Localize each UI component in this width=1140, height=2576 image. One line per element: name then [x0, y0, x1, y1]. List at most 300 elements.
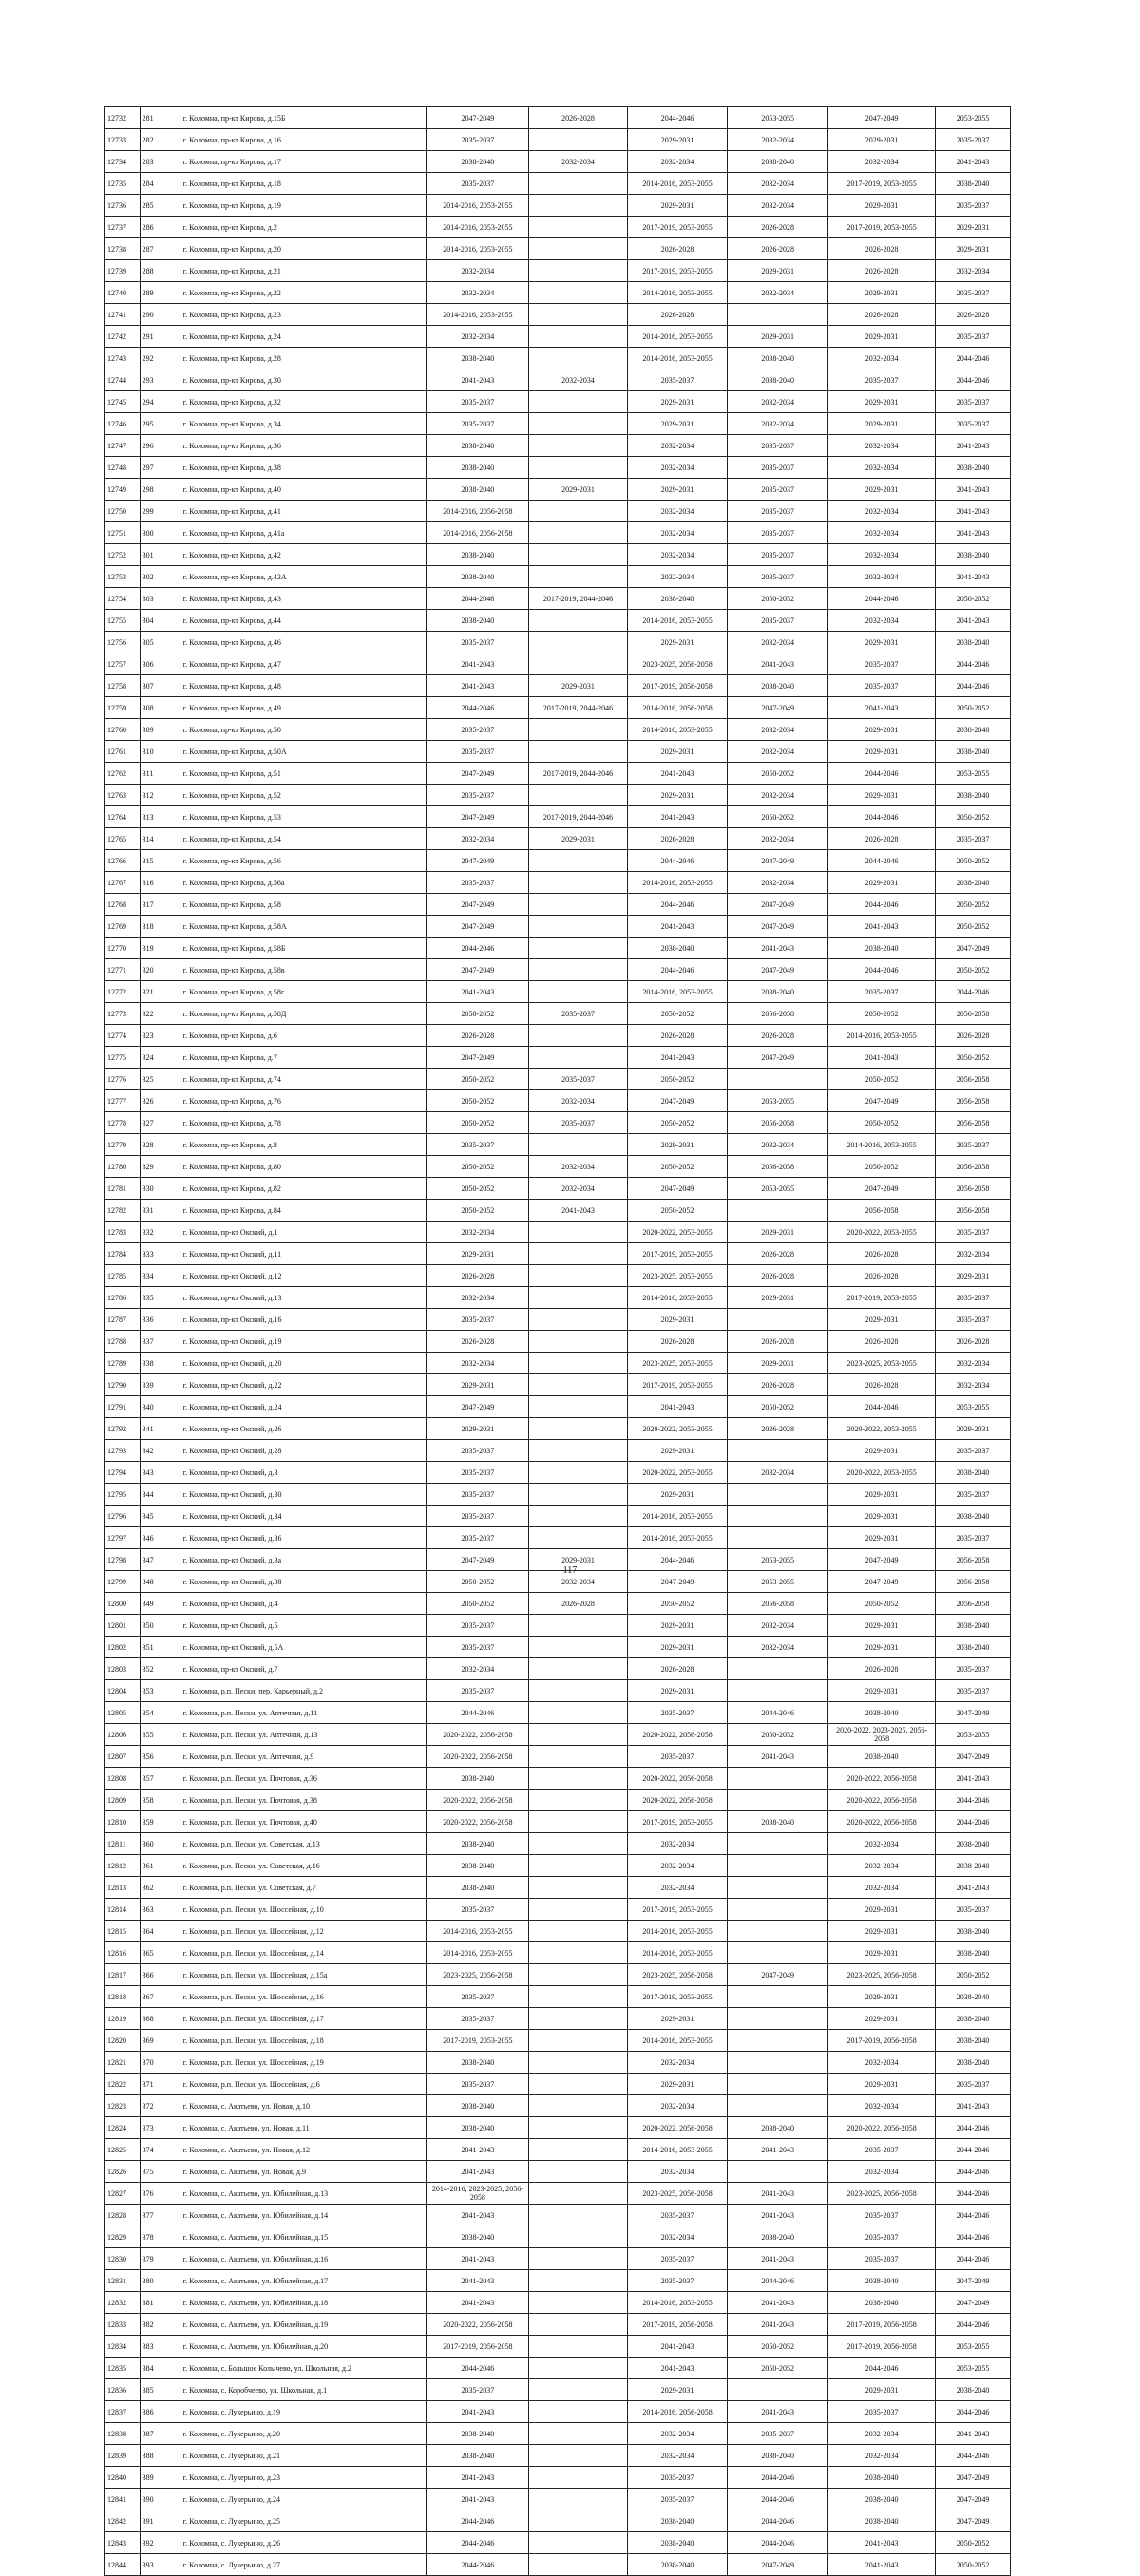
address-cell: г. Коломна, пр-кт Кирова, д.23 — [180, 304, 427, 326]
period-5-cell: 2029-2031 — [828, 326, 936, 348]
table-row — [105, 1353, 1011, 1374]
period-5-cell: 2038-2040 — [828, 2270, 936, 2292]
address-cell: г. Коломна, р.п. Пески, ул. Шоссейная, д.12 — [180, 1921, 427, 1942]
period-3-cell: 2017-2019, 2053-2055 — [627, 1899, 728, 1921]
table-row — [105, 1855, 1011, 1877]
period-3-cell: 2050-2052 — [627, 1593, 728, 1615]
period-6-cell: 2038-2040 — [936, 2379, 1011, 2401]
row-number-cell: 12781 — [105, 1178, 141, 1200]
period-3-cell: 2014-2016, 2056-2058 — [627, 2401, 728, 2423]
period-3-cell: 2038-2040 — [627, 2532, 728, 2554]
address-cell: г. Коломна, пр-кт Окский, д.24 — [180, 1396, 427, 1418]
address-cell: г. Коломна, с. Лукерьино, д.20 — [180, 2423, 427, 2445]
table-row — [105, 2183, 1011, 2205]
table-row — [105, 2423, 1011, 2445]
item-number-cell: 308 — [140, 697, 180, 719]
period-6-cell: 2035-2037 — [936, 1134, 1011, 1156]
period-6-cell: 2035-2037 — [936, 2074, 1011, 2095]
period-2-cell — [529, 872, 627, 894]
address-cell: г. Коломна, пр-кт Кирова, д.52 — [180, 785, 427, 806]
period-2-cell — [529, 501, 627, 522]
period-2-cell — [529, 2183, 627, 2205]
period-3-cell: 2026-2028 — [627, 1025, 728, 1047]
row-number-cell: 12828 — [105, 2205, 141, 2226]
address-cell: г. Коломна, р.п. Пески, ул. Почтовая, д.40 — [180, 1811, 427, 1833]
period-4-cell — [728, 1942, 828, 1964]
period-5-cell: 2032-2034 — [828, 610, 936, 632]
period-5-cell: 2035-2037 — [828, 675, 936, 697]
period-4-cell: 2041-2043 — [728, 2205, 828, 2226]
period-1-cell: 2050-2052 — [427, 1090, 529, 1112]
period-3-cell: 2020-2022, 2056-2058 — [627, 1724, 728, 1746]
period-4-cell: 2038-2040 — [728, 369, 828, 391]
table-row — [105, 785, 1011, 806]
period-4-cell: 2050-2052 — [728, 2336, 828, 2358]
period-6-cell: 2053-2055 — [936, 1396, 1011, 1418]
period-5-cell: 2032-2034 — [828, 2095, 936, 2117]
period-3-cell: 2026-2028 — [627, 304, 728, 326]
period-4-cell — [728, 1855, 828, 1877]
table-row — [105, 894, 1011, 916]
table-row — [105, 1768, 1011, 1790]
period-2-cell — [529, 391, 627, 413]
table-row — [105, 1506, 1011, 1527]
period-5-cell: 2035-2037 — [828, 2205, 936, 2226]
period-4-cell — [728, 2030, 828, 2052]
table-row — [105, 2532, 1011, 2554]
period-5-cell: 2017-2019, 2056-2058 — [828, 2336, 936, 2358]
item-number-cell: 345 — [140, 1506, 180, 1527]
item-number-cell: 340 — [140, 1396, 180, 1418]
row-number-cell: 12769 — [105, 916, 141, 938]
item-number-cell: 390 — [140, 2489, 180, 2510]
period-5-cell: 2041-2043 — [828, 697, 936, 719]
item-number-cell: 326 — [140, 1090, 180, 1112]
period-4-cell: 2050-2052 — [728, 2358, 828, 2379]
period-4-cell: 2041-2043 — [728, 2183, 828, 2205]
address-cell: г. Коломна, пр-кт Окский, д.34 — [180, 1506, 427, 1527]
row-number-cell: 12797 — [105, 1527, 141, 1549]
period-1-cell: 2032-2034 — [427, 260, 529, 282]
period-4-cell: 2035-2037 — [728, 566, 828, 588]
period-4-cell — [728, 1833, 828, 1855]
period-1-cell: 2029-2031 — [427, 1243, 529, 1265]
period-4-cell: 2044-2046 — [728, 2510, 828, 2532]
period-6-cell: 2038-2040 — [936, 2052, 1011, 2074]
period-1-cell: 2035-2037 — [427, 1637, 529, 1658]
period-2-cell — [529, 413, 627, 435]
period-4-cell — [728, 1506, 828, 1527]
table-row — [105, 2205, 1011, 2226]
period-5-cell: 2026-2028 — [828, 1331, 936, 1353]
period-1-cell: 2047-2049 — [427, 959, 529, 981]
period-4-cell — [728, 1200, 828, 1222]
period-1-cell: 2038-2040 — [427, 2423, 529, 2445]
period-1-cell: 2035-2037 — [427, 1506, 529, 1527]
row-number-cell: 12759 — [105, 697, 141, 719]
period-3-cell: 2032-2034 — [627, 2161, 728, 2183]
address-cell: г. Коломна, р.п. Пески, ул. Советская, д.16 — [180, 1855, 427, 1877]
period-5-cell: 2032-2034 — [828, 348, 936, 369]
address-cell: г. Коломна, р.п. Пески, ул. Аптечная, д.11 — [180, 1702, 427, 1724]
period-2-cell: 2032-2034 — [529, 1178, 627, 1200]
row-number-cell: 12826 — [105, 2161, 141, 2183]
table-row — [105, 2161, 1011, 2183]
period-6-cell: 2035-2037 — [936, 1287, 1011, 1309]
period-4-cell: 2053-2055 — [728, 1549, 828, 1571]
period-5-cell: 2020-2022, 2023-2025, 2056-2058 — [828, 1724, 936, 1746]
table-body — [105, 107, 1011, 2576]
period-4-cell — [728, 304, 828, 326]
period-2-cell: 2017-2019, 2044-2046 — [529, 697, 627, 719]
period-6-cell: 2035-2037 — [936, 828, 1011, 850]
period-3-cell: 2017-2019, 2053-2055 — [627, 260, 728, 282]
period-1-cell: 2041-2043 — [427, 2139, 529, 2161]
period-5-cell: 2026-2028 — [828, 260, 936, 282]
table-row — [105, 1964, 1011, 1986]
row-number-cell: 12793 — [105, 1440, 141, 1462]
period-2-cell: 2017-2019, 2044-2046 — [529, 806, 627, 828]
item-number-cell: 292 — [140, 348, 180, 369]
period-2-cell — [529, 2532, 627, 2554]
period-2-cell — [529, 2379, 627, 2401]
period-3-cell: 2035-2037 — [627, 1746, 728, 1768]
period-2-cell — [529, 2052, 627, 2074]
period-6-cell: 2038-2040 — [936, 632, 1011, 653]
address-cell: г. Коломна, пр-кт Окский, д.13 — [180, 1287, 427, 1309]
address-cell: г. Коломна, пр-кт Окский, д.4 — [180, 1593, 427, 1615]
table-row — [105, 2445, 1011, 2467]
period-4-cell: 2035-2037 — [728, 501, 828, 522]
period-5-cell: 2029-2031 — [828, 195, 936, 217]
period-4-cell: 2026-2028 — [728, 1243, 828, 1265]
table-row — [105, 304, 1011, 326]
period-1-cell: 2041-2043 — [427, 653, 529, 675]
period-3-cell: 2023-2025, 2056-2058 — [627, 653, 728, 675]
address-cell: г. Коломна, с. Акатьево, ул. Юбилейная, д.18 — [180, 2292, 427, 2314]
row-number-cell: 12751 — [105, 522, 141, 544]
table-row — [105, 173, 1011, 195]
row-number-cell: 12811 — [105, 1833, 141, 1855]
item-number-cell: 336 — [140, 1309, 180, 1331]
address-cell: г. Коломна, пр-кт Кирова, д.80 — [180, 1156, 427, 1178]
period-3-cell: 2050-2052 — [627, 1200, 728, 1222]
address-cell: г. Коломна, с. Акатьево, ул. Юбилейная, д.17 — [180, 2270, 427, 2292]
address-cell: г. Коломна, пр-кт Окский, д.38 — [180, 1571, 427, 1593]
period-6-cell: 2050-2052 — [936, 806, 1011, 828]
period-1-cell: 2035-2037 — [427, 2074, 529, 2095]
period-3-cell: 2017-2019, 2053-2055 — [627, 1811, 728, 1833]
table-row — [105, 959, 1011, 981]
period-2-cell — [529, 195, 627, 217]
period-4-cell — [728, 1309, 828, 1331]
address-cell: г. Коломна, пр-кт Кирова, д.41 — [180, 501, 427, 522]
table-row — [105, 806, 1011, 828]
period-4-cell: 2050-2052 — [728, 588, 828, 610]
row-number-cell: 12805 — [105, 1702, 141, 1724]
period-2-cell — [529, 2095, 627, 2117]
period-4-cell — [728, 2074, 828, 2095]
period-6-cell: 2056-2058 — [936, 1112, 1011, 1134]
row-number-cell: 12787 — [105, 1309, 141, 1331]
period-3-cell: 2017-2019, 2053-2055 — [627, 1374, 728, 1396]
row-number-cell: 12814 — [105, 1899, 141, 1921]
period-6-cell: 2041-2043 — [936, 501, 1011, 522]
address-cell: г. Коломна, пр-кт Кирова, д.8 — [180, 1134, 427, 1156]
period-4-cell — [728, 1484, 828, 1506]
period-4-cell: 2038-2040 — [728, 1811, 828, 1833]
period-6-cell: 2038-2040 — [936, 872, 1011, 894]
row-number-cell: 12742 — [105, 326, 141, 348]
period-2-cell — [529, 2008, 627, 2030]
period-2-cell — [529, 1942, 627, 1964]
period-1-cell: 2020-2022, 2056-2058 — [427, 1790, 529, 1811]
row-number-cell: 12773 — [105, 1003, 141, 1025]
period-6-cell: 2044-2046 — [936, 2314, 1011, 2336]
period-4-cell: 2029-2031 — [728, 1287, 828, 1309]
period-5-cell: 2029-2031 — [828, 1921, 936, 1942]
period-3-cell: 2023-2025, 2056-2058 — [627, 1964, 728, 1986]
item-number-cell: 342 — [140, 1440, 180, 1462]
period-5-cell: 2041-2043 — [828, 916, 936, 938]
period-6-cell: 2047-2049 — [936, 1702, 1011, 1724]
period-2-cell: 2017-2019, 2044-2046 — [529, 763, 627, 785]
item-number-cell: 339 — [140, 1374, 180, 1396]
period-3-cell: 2050-2052 — [627, 1003, 728, 1025]
row-number-cell: 12733 — [105, 129, 141, 151]
table-row — [105, 1069, 1011, 1090]
address-cell: г. Коломна, пр-кт Окский, д.1 — [180, 1222, 427, 1243]
period-2-cell — [529, 522, 627, 544]
period-5-cell: 2050-2052 — [828, 1112, 936, 1134]
item-number-cell: 306 — [140, 653, 180, 675]
table-row — [105, 1200, 1011, 1222]
period-6-cell: 2053-2055 — [936, 1724, 1011, 1746]
period-4-cell: 2035-2037 — [728, 457, 828, 479]
address-cell: г. Коломна, р.п. Пески, пер. Карьерный, д.2 — [180, 1680, 427, 1702]
row-number-cell: 12824 — [105, 2117, 141, 2139]
address-cell: г. Коломна, с. Акатьево, ул. Юбилейная, д.19 — [180, 2314, 427, 2336]
table-row — [105, 632, 1011, 653]
item-number-cell: 374 — [140, 2139, 180, 2161]
period-5-cell: 2017-2019, 2056-2058 — [828, 2314, 936, 2336]
item-number-cell: 314 — [140, 828, 180, 850]
item-number-cell: 353 — [140, 1680, 180, 1702]
period-4-cell: 2044-2046 — [728, 2532, 828, 2554]
period-5-cell: 2020-2022, 2056-2058 — [828, 2117, 936, 2139]
period-3-cell: 2014-2016, 2053-2055 — [627, 282, 728, 304]
table-row — [105, 2401, 1011, 2423]
period-3-cell: 2020-2022, 2056-2058 — [627, 1768, 728, 1790]
period-1-cell: 2020-2022, 2056-2058 — [427, 1724, 529, 1746]
period-4-cell: 2047-2049 — [728, 850, 828, 872]
address-cell: г. Коломна, пр-кт Окский, д.3а — [180, 1549, 427, 1571]
period-1-cell: 2038-2040 — [427, 2445, 529, 2467]
row-number-cell: 12770 — [105, 938, 141, 959]
table-row — [105, 1112, 1011, 1134]
period-4-cell: 2047-2049 — [728, 916, 828, 938]
period-3-cell: 2035-2037 — [627, 2489, 728, 2510]
period-6-cell: 2038-2040 — [936, 1506, 1011, 1527]
table-row — [105, 1615, 1011, 1637]
period-5-cell: 2026-2028 — [828, 1265, 936, 1287]
item-number-cell: 281 — [140, 107, 180, 129]
period-6-cell: 2035-2037 — [936, 391, 1011, 413]
table-row — [105, 1811, 1011, 1833]
table-row — [105, 1003, 1011, 1025]
period-6-cell: 2056-2058 — [936, 1156, 1011, 1178]
period-3-cell: 2026-2028 — [627, 238, 728, 260]
period-3-cell: 2020-2022, 2053-2055 — [627, 1222, 728, 1243]
table-row — [105, 916, 1011, 938]
period-6-cell: 2029-2031 — [936, 217, 1011, 238]
period-3-cell: 2014-2016, 2053-2055 — [627, 719, 728, 741]
row-number-cell: 12747 — [105, 435, 141, 457]
table-row — [105, 2489, 1011, 2510]
period-4-cell: 2053-2055 — [728, 1090, 828, 1112]
item-number-cell: 324 — [140, 1047, 180, 1069]
period-1-cell: 2014-2016, 2056-2058 — [427, 522, 529, 544]
period-5-cell: 2026-2028 — [828, 304, 936, 326]
period-4-cell: 2026-2028 — [728, 1418, 828, 1440]
period-3-cell: 2041-2043 — [627, 1396, 728, 1418]
address-cell: г. Коломна, с. Акатьево, ул. Новая, д.10 — [180, 2095, 427, 2117]
row-number-cell: 12738 — [105, 238, 141, 260]
item-number-cell: 378 — [140, 2226, 180, 2248]
period-5-cell: 2044-2046 — [828, 894, 936, 916]
item-number-cell: 285 — [140, 195, 180, 217]
period-1-cell: 2047-2049 — [427, 763, 529, 785]
period-6-cell: 2038-2040 — [936, 2008, 1011, 2030]
period-6-cell: 2038-2040 — [936, 544, 1011, 566]
item-number-cell: 305 — [140, 632, 180, 653]
row-number-cell: 12774 — [105, 1025, 141, 1047]
table-row — [105, 850, 1011, 872]
row-number-cell: 12834 — [105, 2336, 141, 2358]
period-3-cell: 2038-2040 — [627, 2510, 728, 2532]
period-3-cell: 2041-2043 — [627, 763, 728, 785]
item-number-cell: 303 — [140, 588, 180, 610]
table-row — [105, 1877, 1011, 1899]
item-number-cell: 362 — [140, 1877, 180, 1899]
item-number-cell: 302 — [140, 566, 180, 588]
period-3-cell: 2014-2016, 2053-2055 — [627, 348, 728, 369]
item-number-cell: 360 — [140, 1833, 180, 1855]
table-row — [105, 2358, 1011, 2379]
period-2-cell — [529, 2139, 627, 2161]
address-cell: г. Коломна, пр-кт Кирова, д.41а — [180, 522, 427, 544]
period-5-cell: 2047-2049 — [828, 1549, 936, 1571]
table-row — [105, 151, 1011, 173]
row-number-cell: 12776 — [105, 1069, 141, 1090]
period-2-cell — [529, 1374, 627, 1396]
schedule-table — [104, 106, 1011, 2576]
row-number-cell: 12817 — [105, 1964, 141, 1986]
table-row — [105, 981, 1011, 1003]
period-1-cell: 2014-2016, 2053-2055 — [427, 1942, 529, 1964]
period-1-cell: 2041-2043 — [427, 675, 529, 697]
period-2-cell — [529, 1353, 627, 1374]
period-3-cell: 2023-2025, 2053-2055 — [627, 1353, 728, 1374]
period-1-cell: 2047-2049 — [427, 1396, 529, 1418]
row-number-cell: 12786 — [105, 1287, 141, 1309]
table-row — [105, 260, 1011, 282]
table-row — [105, 326, 1011, 348]
period-3-cell: 2032-2034 — [627, 2423, 728, 2445]
period-6-cell: 2047-2049 — [936, 2270, 1011, 2292]
period-6-cell: 2038-2040 — [936, 1462, 1011, 1484]
period-4-cell — [728, 2095, 828, 2117]
period-2-cell: 2032-2034 — [529, 1571, 627, 1593]
period-4-cell: 2038-2040 — [728, 981, 828, 1003]
period-4-cell: 2041-2043 — [728, 2401, 828, 2423]
address-cell: г. Коломна, р.п. Пески, ул. Аптечная, д.9 — [180, 1746, 427, 1768]
period-6-cell: 2044-2046 — [936, 2248, 1011, 2270]
period-3-cell: 2041-2043 — [627, 806, 728, 828]
period-5-cell: 2029-2031 — [828, 632, 936, 653]
item-number-cell: 331 — [140, 1200, 180, 1222]
period-5-cell: 2017-2019, 2053-2055 — [828, 217, 936, 238]
period-4-cell: 2047-2049 — [728, 2554, 828, 2576]
period-5-cell: 2029-2031 — [828, 1986, 936, 2008]
address-cell: г. Коломна, с. Акатьево, ул. Новая, д.11 — [180, 2117, 427, 2139]
period-3-cell: 2047-2049 — [627, 1178, 728, 1200]
period-1-cell: 2041-2043 — [427, 2248, 529, 2270]
period-1-cell: 2026-2028 — [427, 1331, 529, 1353]
period-5-cell: 2035-2037 — [828, 369, 936, 391]
period-5-cell: 2041-2043 — [828, 1047, 936, 1069]
table-row — [105, 2074, 1011, 2095]
period-5-cell: 2044-2046 — [828, 2358, 936, 2379]
table-row — [105, 501, 1011, 522]
period-3-cell: 2041-2043 — [627, 916, 728, 938]
item-number-cell: 341 — [140, 1418, 180, 1440]
table-row — [105, 391, 1011, 413]
period-2-cell — [529, 1680, 627, 1702]
row-number-cell: 12801 — [105, 1615, 141, 1637]
period-4-cell: 2029-2031 — [728, 1222, 828, 1243]
period-3-cell: 2020-2022, 2056-2058 — [627, 1790, 728, 1811]
period-4-cell — [728, 2161, 828, 2183]
period-3-cell: 2035-2037 — [627, 2467, 728, 2489]
item-number-cell: 295 — [140, 413, 180, 435]
row-number-cell: 12745 — [105, 391, 141, 413]
item-number-cell: 359 — [140, 1811, 180, 1833]
row-number-cell: 12763 — [105, 785, 141, 806]
period-2-cell — [529, 260, 627, 282]
period-6-cell: 2053-2055 — [936, 107, 1011, 129]
period-2-cell — [529, 238, 627, 260]
item-number-cell: 392 — [140, 2532, 180, 2554]
row-number-cell: 12765 — [105, 828, 141, 850]
period-1-cell: 2014-2016, 2053-2055 — [427, 304, 529, 326]
period-6-cell: 2035-2037 — [936, 1222, 1011, 1243]
period-1-cell: 2050-2052 — [427, 1571, 529, 1593]
period-2-cell — [529, 1506, 627, 1527]
period-1-cell: 2035-2037 — [427, 1484, 529, 1506]
period-4-cell: 2032-2034 — [728, 282, 828, 304]
period-1-cell: 2020-2022, 2056-2058 — [427, 2314, 529, 2336]
period-1-cell: 2017-2019, 2056-2058 — [427, 2336, 529, 2358]
period-5-cell: 2038-2040 — [828, 2510, 936, 2532]
period-6-cell: 2038-2040 — [936, 2030, 1011, 2052]
table-row — [105, 348, 1011, 369]
address-cell: г. Коломна, пр-кт Кирова, д.43 — [180, 588, 427, 610]
period-6-cell: 2044-2046 — [936, 2205, 1011, 2226]
table-row — [105, 107, 1011, 129]
row-number-cell: 12804 — [105, 1680, 141, 1702]
period-1-cell: 2050-2052 — [427, 1156, 529, 1178]
